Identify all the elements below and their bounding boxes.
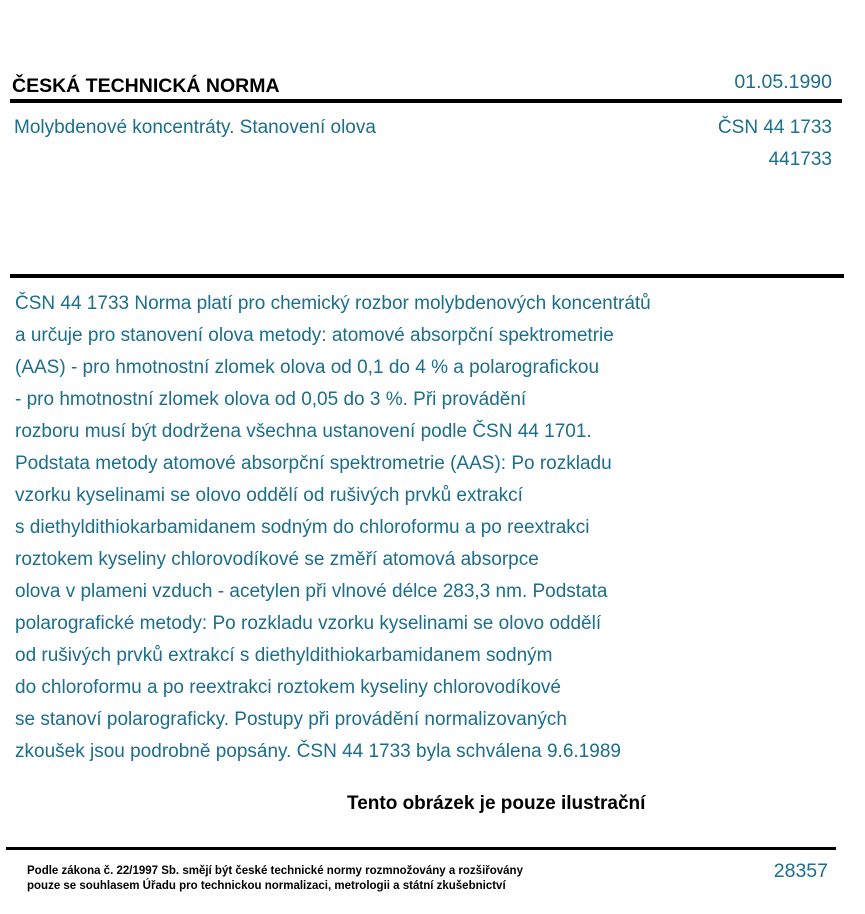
section-divider [10,274,844,278]
header-divider [10,99,842,103]
standard-abstract [15,288,775,768]
abstract-line: zkoušek jsou podrobně popsány. ČSN 44 1733 byla schválena 9.6.1989 [15,741,621,762]
abstract-line: a určuje pro stanovení olova metody: atomové absorpční spektrometrie [15,325,614,346]
illustration-note: Tento obrázek je pouze ilustrační [347,793,646,814]
abstract-line: rozboru musí být dodržena všechna ustanovení podle ČSN 44 1701. [15,421,592,442]
legal-notice-line: pouze se souhlasem Úřadu pro technickou normalizaci, metrologii a státní zkušebnictví [27,880,506,892]
footer-divider [6,847,836,850]
abstract-line: se stanoví polarograficky. Postupy při provádění normalizovaných [15,709,567,730]
abstract-line: olova v plameni vzduch - acetylen při vlnové délce 283,3 nm. Podstata [15,581,608,602]
standard-designation: ČSN 44 1733 [717,117,832,138]
abstract-line: ČSN 44 1733 Norma platí pro chemický rozbor molybdenových koncentrátů [15,293,651,314]
abstract-line: do chloroformu a po reextrakci roztokem kyseliny chlorovodíkové [15,677,561,698]
abstract-line: - pro hmotnostní zlomek olova od 0,05 do 3 %. Při provádění [15,389,527,410]
legal-notice [27,864,523,894]
document-title: ČESKÁ TECHNICKÁ NORMA [12,75,280,97]
abstract-line: s diethyldithiokarbamidanem sodným do chloroformu a po reextrakci [15,517,590,538]
standard-class-number: 441733 [768,149,832,170]
abstract-line: (AAS) - pro hmotnostní zlomek olova od 0,1 do 4 % a polarografickou [15,357,600,378]
abstract-line: vzorku kyselinami se olovo oddělí od rušivých prvků extrakcí [15,485,523,506]
abstract-line: polarografické metody: Po rozkladu vzorku kyselinami se olovo oddělí [15,613,602,634]
catalog-number: 28357 [773,860,828,882]
abstract-line: roztokem kyseliny chlorovodíkové se změří atomová absorpce [15,549,539,570]
abstract-line: Podstata metody atomové absorpční spektrometrie (AAS): Po rozkladu [15,453,612,474]
legal-notice-line: Podle zákona č. 22/1997 Sb. smějí být české technické normy rozmnožovány a rozšiřovány [27,865,523,877]
document-date: 01.05.1990 [734,71,832,93]
abstract-line: od rušivých prvků extrakcí s diethyldithiokarbamidanem sodným [15,645,553,666]
standard-subject: Molybdenové koncentráty. Stanovení olova [14,117,376,138]
